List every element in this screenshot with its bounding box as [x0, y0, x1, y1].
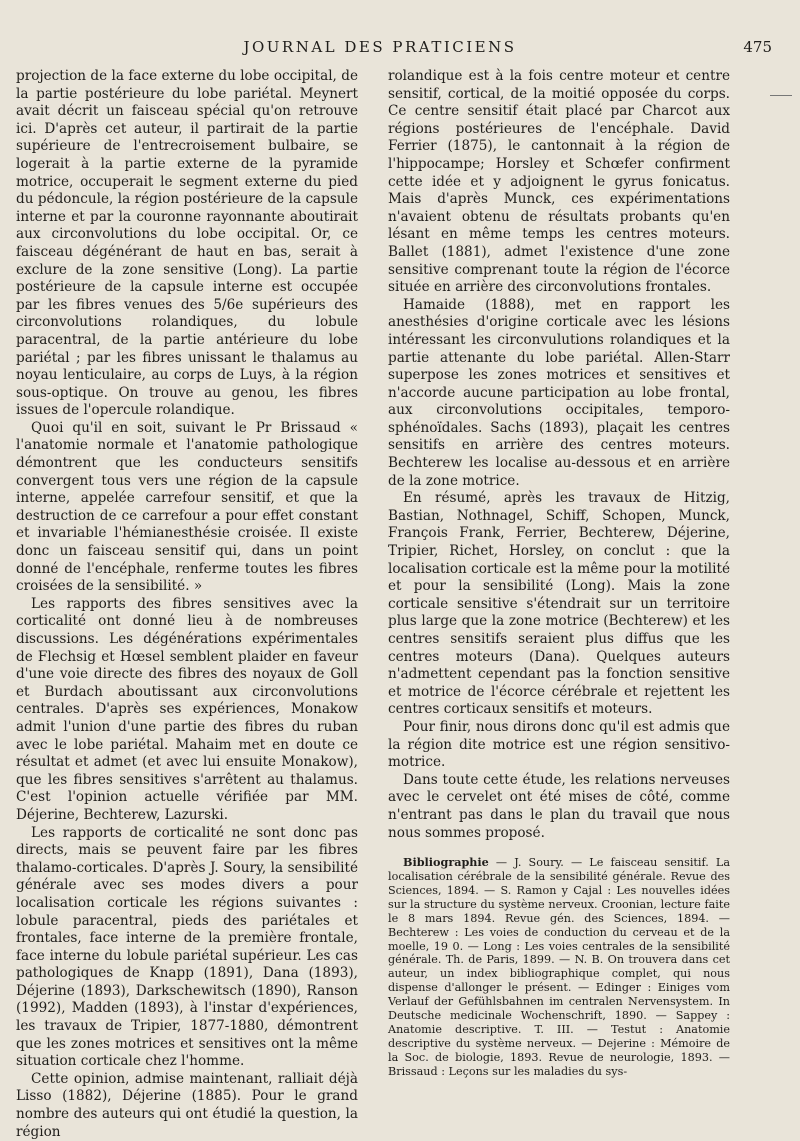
- paragraph: projection de la face externe du lobe occipital, de la partie postérieure du lobe pariétal. Meynert avait décrit un faisceau spécial qu'on retrouve ici. D'après cet auteur, il partirait de la partie supérieure de l'entrecroisement bulbaire, se logerait à la partie externe de la pyramide motrice, occuperait le segment externe du pied du pédoncule, la région postérieure de la capsule interne et par la couronne rayonnante aboutirait aux circonvolutions du lobe occipital. Or, ce faisceau dégénérant de haut en bas, serait à exclure de la zone sensitive (Long). La partie postérieure de la capsule interne est occupée par les fibres venues des 5/6e supérieurs des circonvolutions rolandiques, du lobule paracentral, de la partie antérieure du lobe pariétal ; par les fibres unissant le thalamus au noyau lenticulaire, au corps de Luys, à la région sous-optique. On trouve au genou, les fibres issues de l'opercule rolandique.: [16, 68, 358, 419]
- bibliography-text: — J. Soury. — Le faisceau sensitif. La localisation cérébrale de la sensibilité générale. Revue des Sciences, 1894. — S. Ramon y Cajal : Les nouvelles idées sur la structure du système nerveux. Croonian, lecture faite le 8 mars 1894. Revue gén. des Sciences, 1894. — Bechterew : Les voies de conduction du cerveau et de la moelle, 19 0. — Long : Les voies centrales de la sensibilité générale. Th. de Paris, 1899. — N. B. On trouvera dans cet auteur, un index bibliographique complet, qui nous dispense d'allonger le présent. — Edinger : Einiges vom Verlauf der Gefühlsbahnen im centralen Nervensystem. In Deutsche medicinale Wochenschrift, 1890. — Sappey : Anatomie descriptive. T. III. — Testut : Anatomie descriptive du système nerveux. — Dejerine : Mémoire de la Soc. de biologie, 1893. Revue de neurologie, 1893. — Brissaud : Leçons sur les maladies du sys-: [388, 856, 730, 1078]
- page-number: 475: [743, 38, 772, 56]
- paragraph: Les rapports des fibres sensitives avec la corticalité ont donné lieu à de nombreuses discussions. Les dégénérations expérimentales de Flechsig et Hœsel semblent plaider en faveur d'une voie directe des fibres des noyaux de Goll et Burdach aboutissant aux circonvolutions centrales. D'après ses expériences, Monakow admit l'union d'une partie des fibres du ruban avec le lobe pariétal. Mahaim met en doute ce résultat et admet (et avec lui ensuite Monakow), que les fibres sensitives s'arrêtent au thalamus. C'est l'opinion actuelle vérifiée par MM. Déjerine, Bechterew, Lazurski.: [16, 595, 358, 823]
- right-column: [388, 68, 730, 1079]
- paragraph: En résumé, après les travaux de Hitzig, Bastian, Nothnagel, Schiff, Schopen, Munck, François Frank, Ferrier, Bechterew, Déjerine, Tripier, Richet, Horsley, on conclut : que la localisation corticale est la même pour la motilité et pour la sensibilité (Long). Mais la zone corticale sensitive s'étendrait sur un territoire plus large que la zone motrice (Bechterew) et les centres sensitifs seraient plus diffus que les centres moteurs (Dana). Quelques auteurs n'admettent cependant pas la fonction sensitive et motrice de l'écorce cérébrale et rejettent les centres corticaux sensitifs et moteurs.: [388, 490, 730, 718]
- journal-title: JOURNAL DES PRATICIENS: [243, 38, 517, 56]
- paragraph: Cette opinion, admise maintenant, ralliait déjà Lisso (1882), Déjerine (1885). Pour le grand nombre des auteurs qui ont étudié la question, la région: [16, 1070, 358, 1140]
- paragraph: Les rapports de corticalité ne sont donc pas directs, mais se peuvent faire par les fibres thalamo-corticales. D'après J. Soury, la sensibilité générale avec ses modes divers a pour localisation corticale les régions suivantes : lobule paracentral, pieds des pariétales et frontales, face interne de la première frontale, face interne du lobule pariétal supérieur. Les cas pathologiques de Knapp (1891), Dana (1893), Déjerine (1893), Darkschewitsch (1890), Ranson (1992), Madden (1893), à l'instar d'expériences, les travaux de Tripier, 1877-1880, démontrent que les zones motrices et sensitives ont la même situation corticale chez l'homme.: [16, 824, 358, 1070]
- paragraph: rolandique est à la fois centre moteur et centre sensitif, cortical, de la moitié opposée du corps. Ce centre sensitif était placé par Charcot aux régions postérieures de l'encéphale. David Ferrier (1875), le cantonnait à la région de l'hippocampe; Horsley et Schœfer confirment cette idée et y adjoignent le gyrus fonicatus. Mais d'après Munck, ces expérimentations n'avaient obtenu de résultats probants qu'en lésant en même temps les centres moteurs. Ballet (1881), admet l'existence d'une zone sensitive comprenant toute la région de l'écorce située en arrière des circonvolutions frontales.: [388, 68, 730, 296]
- bibliography: [388, 856, 730, 1079]
- paragraph-quote: Quoi qu'il en soit, suivant le Pr Brissaud « l'anatomie normale et l'anatomie pathologique démontrent que les conducteurs sensitifs convergent tous vers une région de la capsule interne, appelée carrefour sensitif, et que la destruction de ce carrefour a pour effet constant et invariable l'hémianesthésie croisée. Il existe donc un faisceau sensitif qui, dans un point donné de l'encéphale, renferme toutes les fibres croisées de la sensibilité. »: [16, 419, 358, 595]
- paragraph: Pour finir, nous dirons donc qu'il est admis que la région dite motrice est une région sensitivo-motrice.: [388, 718, 730, 771]
- margin-mark: [770, 95, 792, 96]
- running-header: [0, 38, 800, 60]
- bibliography-heading: Bibliographie: [403, 855, 489, 870]
- paragraph: Dans toute cette étude, les relations nerveuses avec le cervelet ont été mises de côté, comme n'entrant pas dans le plan du travail que nous nous sommes proposé.: [388, 771, 730, 841]
- paragraph: Hamaide (1888), met en rapport les anesthésies d'origine corticale avec les lésions intéressant les circonvulutions rolandiques et la partie attenante du lobe pariétal. Allen-Starr superpose les zones motrices et sensitives et n'accorde aucune participation au lobe frontal, aux circonvolutions occipitales, temporo-sphénoïdales. Sachs (1893), plaçait les centres sensitifs en arrière des centres moteurs. Bechterew les localise au-dessous et en arrière de la zone motrice.: [388, 296, 730, 489]
- left-column: [16, 68, 358, 1141]
